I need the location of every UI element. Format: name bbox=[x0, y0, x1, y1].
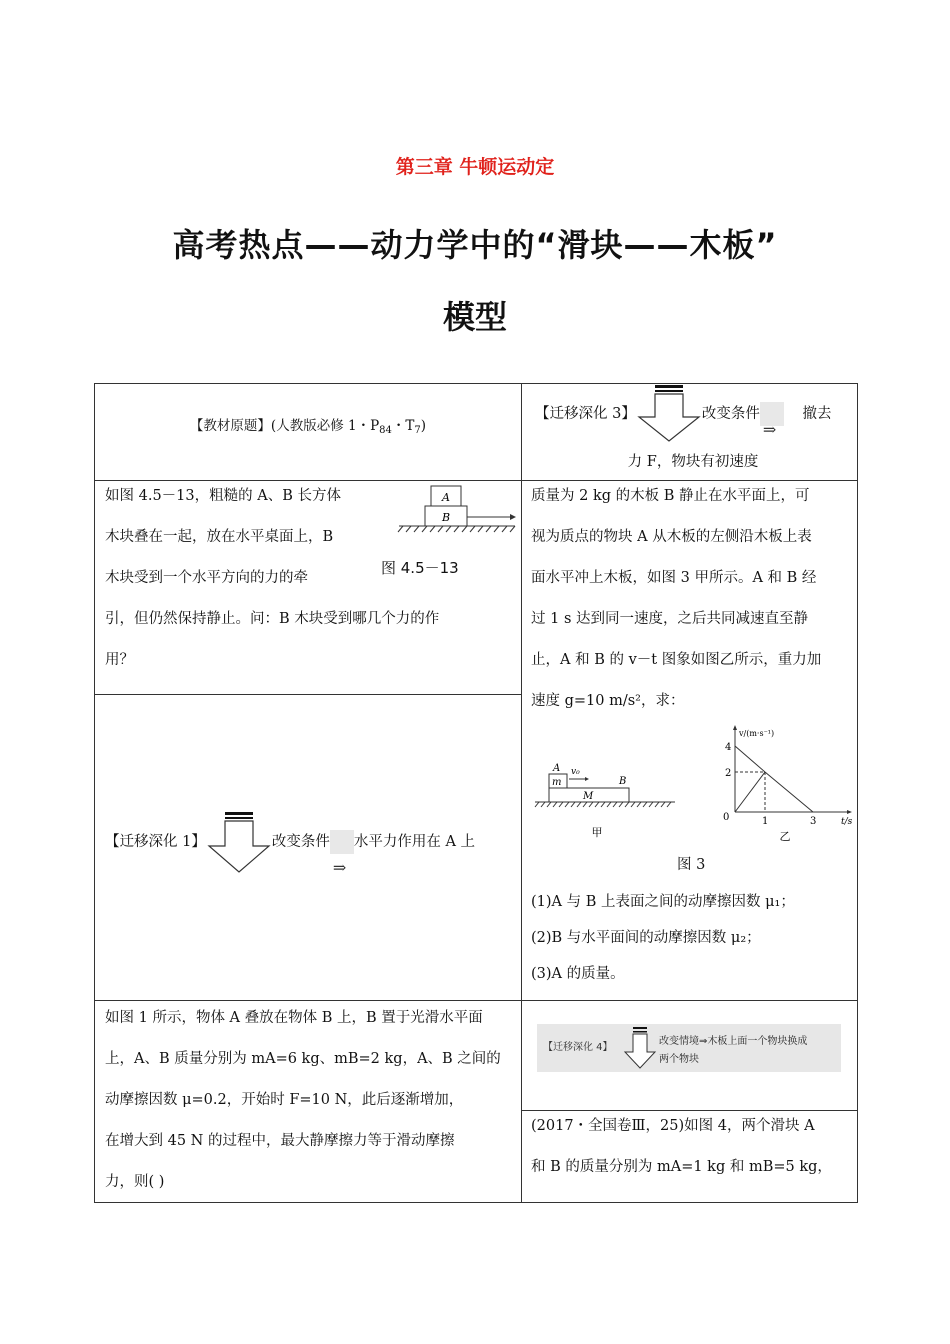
double-right-arrow-icon: ⇒ bbox=[760, 402, 784, 426]
deepen-4-label: 【迁移深化 4】 bbox=[543, 1042, 613, 1053]
label-a: A bbox=[553, 763, 561, 774]
problem-line: 如图 1 所示，物体 A 叠放在物体 B 上，B 置于光滑水平面 bbox=[105, 1010, 483, 1026]
problem-line: 过 1 s 达到同一速度，之后共同减速直至静 bbox=[531, 611, 808, 627]
problem-line: 和 B 的质量分别为 mA=1 kg 和 mB=5 kg， bbox=[531, 1159, 832, 1175]
problem-line: 木块受到一个水平方向的力的牵 bbox=[105, 570, 308, 586]
problem-line: 面水平冲上木板，如图 3 甲所示。A 和 B 经 bbox=[531, 570, 817, 586]
question-item: (3)A 的质量。 bbox=[531, 966, 625, 982]
question-item: (2)B 与水平面间的动摩擦因数 μ₂； bbox=[531, 930, 761, 946]
page-title-line2: 模型 bbox=[442, 298, 507, 336]
question-item: (1)A 与 B 上表面之间的动摩擦因数 μ₁； bbox=[531, 894, 795, 910]
down-arrow-icon bbox=[636, 385, 702, 443]
label-big-m: M bbox=[583, 791, 594, 802]
down-arrow-icon bbox=[206, 810, 272, 874]
page-title-line1: 高考热点——动力学中的“滑块——木板” bbox=[172, 226, 778, 264]
double-right-arrow-icon: ⇒ bbox=[330, 830, 354, 854]
line-a bbox=[735, 746, 765, 772]
problem-line: 在增大到 45 N 的过程中，最大静摩擦力等于滑动摩擦 bbox=[105, 1133, 455, 1149]
force-arrowhead bbox=[510, 514, 516, 520]
figure-4-5-13 bbox=[395, 484, 520, 536]
problem-line: 止，A 和 B 的 v－t 图象如图乙所示，重力加 bbox=[531, 652, 822, 668]
label-jia: 甲 bbox=[591, 826, 603, 839]
problem-line: 引，但仍然保持静止。问：B 木块受到哪几个力的作 bbox=[105, 611, 440, 627]
problem-line: 速度 g=10 m/s²，求： bbox=[531, 693, 685, 709]
figure-3-yi-vt-graph bbox=[717, 724, 857, 844]
row-divider bbox=[95, 694, 521, 695]
x-axis-label: t/s bbox=[841, 817, 853, 827]
deepen-3-label: 【迁移深化 3】 bbox=[535, 406, 636, 422]
tick-4: 4 bbox=[725, 742, 732, 753]
textbook-original-header: 【教材原题】(人教版必修 1・$P_{84}$・$T_7$) bbox=[189, 418, 427, 436]
chapter-heading: 第三章 牛顿运动定 bbox=[395, 156, 555, 178]
y-axis-label: v/(m·s⁻¹) bbox=[739, 729, 775, 738]
down-arrow-icon bbox=[623, 1026, 657, 1070]
label-v0: v₀ bbox=[571, 767, 580, 777]
problem-line: (2017・全国卷Ⅲ，25)如图 4，两个滑块 A bbox=[531, 1118, 815, 1134]
deepen-4-line2: 两个物块 bbox=[659, 1054, 699, 1065]
problem-line: 木块叠在一起，放在水平桌面上，B bbox=[105, 529, 334, 545]
column-divider bbox=[521, 384, 522, 1202]
deepen-4-line1: 改变情境⇒木板上面一个物块换成 bbox=[659, 1036, 808, 1047]
line-common bbox=[765, 772, 813, 812]
deepen-4-banner bbox=[537, 1024, 841, 1072]
deepen-3-change: 改变条件 bbox=[701, 406, 760, 422]
origin: 0 bbox=[723, 812, 730, 823]
figure-caption: 图 4.5－13 bbox=[381, 559, 459, 577]
deepen-3-detail1: 撤去 bbox=[802, 406, 832, 422]
content-table bbox=[94, 383, 858, 1203]
deepen-1-detail: 水平力作用在 A 上 bbox=[353, 834, 476, 850]
label-m: m bbox=[552, 777, 562, 788]
problem-line: 上，A、B 质量分别为 mA=6 kg、mB=2 kg，A、B 之间的 bbox=[105, 1051, 501, 1067]
fig3-caption: 图 3 bbox=[677, 857, 706, 873]
problem-line: 如图 4.5－13，粗糙的 A、B 长方体 bbox=[105, 488, 341, 504]
deepen-1-problem bbox=[105, 998, 517, 1203]
tick-3: 3 bbox=[810, 816, 817, 827]
deepen-1-row bbox=[105, 802, 517, 882]
deepen-3-detail2: 力 F，物块有初速度 bbox=[627, 454, 759, 470]
block-b-label: B bbox=[441, 511, 451, 524]
deepen-3-problem bbox=[531, 476, 853, 722]
label-yi: 乙 bbox=[779, 830, 791, 843]
deepen-4-problem bbox=[531, 1106, 853, 1188]
problem-line: 动摩擦因数 μ=0.2，开始时 F=10 N，此后逐渐增加， bbox=[105, 1092, 464, 1108]
deepen-1-change: 改变条件 bbox=[271, 834, 330, 850]
problem-line: 质量为 2 kg 的木板 B 静止在水平面上，可 bbox=[531, 488, 810, 504]
block-a-label: A bbox=[442, 491, 450, 504]
label-b: B bbox=[619, 776, 627, 787]
tick-2: 2 bbox=[725, 768, 732, 779]
hatching bbox=[398, 526, 515, 532]
deepen-3-questions bbox=[531, 884, 853, 992]
problem-line: 力，则( ) bbox=[105, 1174, 165, 1190]
problem-line: 视为质点的物块 A 从木板的左侧沿木板上表 bbox=[531, 529, 812, 545]
problem-line: 用？ bbox=[105, 652, 134, 668]
line-b bbox=[735, 772, 765, 812]
deepen-1-label: 【迁移深化 1】 bbox=[105, 834, 206, 850]
hatching bbox=[535, 802, 671, 807]
figure-3-jia bbox=[531, 760, 681, 840]
deepen-3-header bbox=[535, 384, 851, 482]
tick-1: 1 bbox=[762, 816, 769, 827]
